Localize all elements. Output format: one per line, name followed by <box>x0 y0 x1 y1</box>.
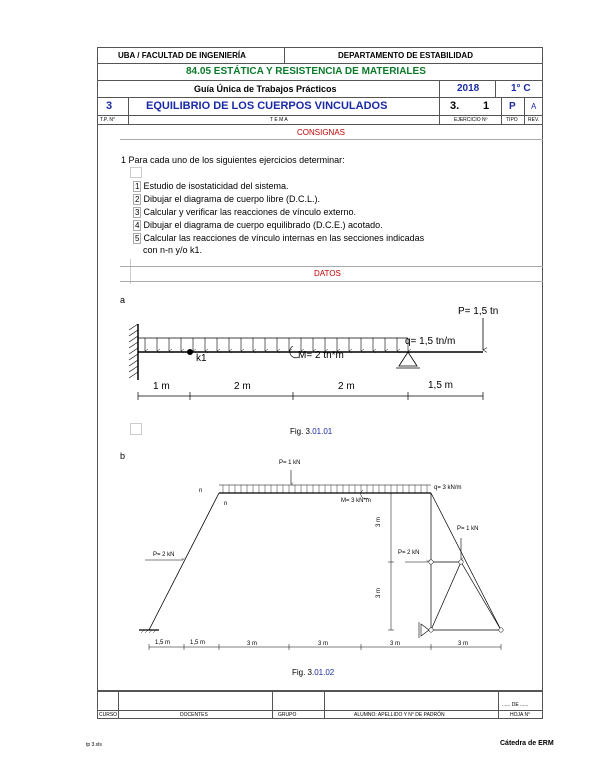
item-number: 1 <box>135 182 140 191</box>
item-number: 4 <box>135 221 140 230</box>
intro-text: Para cada uno de los siguientes ejercicios determinar: <box>128 155 345 165</box>
fig-b-M: M= 3 kN*m <box>341 498 371 504</box>
exercise-type: P <box>509 101 516 112</box>
fig-a-P-label: P= 1,5 tn <box>458 306 499 317</box>
footer-de: ...... DE ...... <box>502 702 529 708</box>
ejercicio-label: EJERCICIO Nº <box>454 117 488 123</box>
list-item <box>133 233 424 244</box>
fig-b-P-mid: P= 2 kN <box>398 550 420 556</box>
header-row-2 <box>97 64 543 81</box>
term: 1° C <box>511 83 531 94</box>
header-row-4 <box>97 98 543 116</box>
fig-b-dim-5: 3 m <box>390 641 401 647</box>
item-text: Estudio de isostaticidad del sistema. <box>143 181 289 191</box>
fig-b-label: b <box>120 451 126 461</box>
year: 2018 <box>457 83 480 94</box>
fig-b-dim-3: 3 m <box>247 641 258 647</box>
fig-a-dim-4: 1,5 m <box>428 380 454 391</box>
item-text: Dibujar el diagrama de cuerpo equilibrado (D.C.E.) acotado. <box>143 220 383 230</box>
fig-a-q-label: q= 1,5 tn/m <box>405 336 456 347</box>
footer-hoja: HOJA N° <box>510 712 531 718</box>
fig-b-dim-4: 3 m <box>318 641 329 647</box>
list-item <box>133 207 356 218</box>
fig-b-vdim-2: 3 m <box>376 587 382 598</box>
list-item <box>133 181 289 192</box>
footer-curso: CURSO <box>99 712 118 718</box>
catedra-label: Cátedra de ERM <box>500 740 554 747</box>
datos-title: DATOS <box>314 269 341 278</box>
list-item-continuation: con n-n y/o k1. <box>143 245 203 255</box>
exercise-revision: A <box>531 102 537 111</box>
fig-b-caption: Fig. 3.01.02 <box>292 668 335 677</box>
fig-b-P-left: P= 2 kN <box>153 552 175 558</box>
footer-table <box>97 691 543 719</box>
fig-a-caption: Fig. 3.01.01 <box>290 427 333 436</box>
fig-a-M-label: M= 2 tn*m <box>298 350 344 361</box>
fig-b-n-1: n <box>199 488 203 494</box>
fig-a-dim-3: 2 m <box>338 381 355 392</box>
tp-number: 3 <box>106 100 113 112</box>
fig-b-n-2: n <box>224 501 228 507</box>
item-text: Calcular y verificar las reacciones de vínculo externo. <box>143 207 357 217</box>
footer-grupo: GRUPO <box>278 712 297 718</box>
tipo-label: TIPO <box>506 117 518 123</box>
course-title: 84.05 ESTÁTICA Y RESISTENCIA DE MATERIALES <box>186 66 426 77</box>
fig-b-P-right: P= 1 kN <box>457 526 479 532</box>
list-item <box>133 220 383 231</box>
intro-number: 1 <box>121 155 127 165</box>
fig-a-k1-label: k1 <box>196 353 207 364</box>
fig-b-diagram <box>125 460 525 655</box>
item-number: 5 <box>135 234 140 243</box>
header-row-3 <box>97 81 543 98</box>
fig-a-label: a <box>120 295 126 305</box>
exercise-minor: 1 <box>483 100 490 112</box>
department-label: DEPARTAMENTO DE ESTABILIDAD <box>338 51 473 60</box>
fig-b-P-top: P= 1 kN <box>279 460 301 466</box>
fig-b-q: q= 3 kN/m <box>434 485 462 491</box>
fig-b-vdim-1: 3 m <box>376 516 382 527</box>
exercise-major: 3. <box>450 100 460 112</box>
fig-a-dim-1: 1 m <box>153 381 170 392</box>
tp-label: T.P. N° <box>100 117 115 123</box>
guide-title: Guía Única de Trabajos Prácticos <box>194 84 337 94</box>
consignas-title: CONSIGNAS <box>297 128 346 137</box>
faculty-label: UBA / FACULTAD DE INGENIERÍA <box>118 51 246 60</box>
fig-b-dim-1: 1,5 m <box>155 640 171 646</box>
item-number: 2 <box>135 195 140 204</box>
file-note: tp 3.xls <box>86 742 102 748</box>
fig-b-dim-6: 3 m <box>458 641 469 647</box>
item-text: Dibujar el diagrama de cuerpo libre (D.C.L.). <box>143 194 321 204</box>
tema-label: T E M A <box>270 117 288 123</box>
header-row-5 <box>97 116 543 125</box>
item-text: Calcular las reacciones de vínculo internas en las secciones indicadas <box>143 233 425 243</box>
rev-label: REV. <box>528 117 540 123</box>
list-item <box>133 194 320 205</box>
consignas-intro <box>121 155 345 165</box>
topic-title: EQUILIBRIO DE LOS CUERPOS VINCULADOS <box>146 100 388 112</box>
header-row-1 <box>97 47 543 64</box>
footer-docentes: DOCENTES <box>180 712 208 718</box>
fig-a-dim-2: 2 m <box>234 381 251 392</box>
fig-b-dim-2: 1,5 m <box>190 640 206 646</box>
footer-alumno: ALUMNO: APELLIDO Y N° DE PADRÓN <box>354 712 445 718</box>
item-number: 3 <box>135 208 140 217</box>
